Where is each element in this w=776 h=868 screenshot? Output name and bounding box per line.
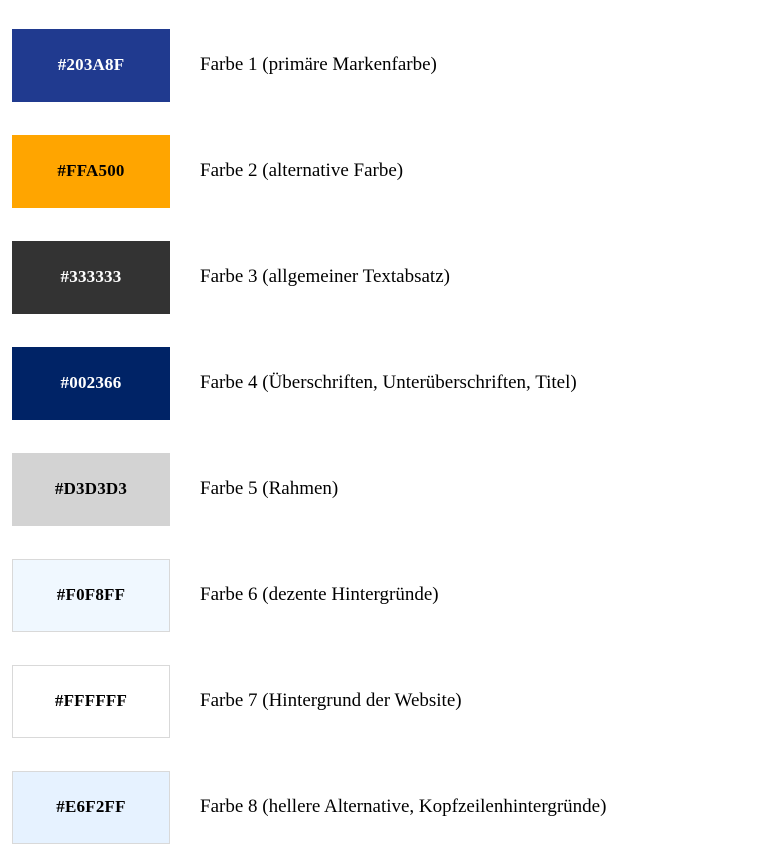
color-description: Farbe 4 (Überschriften, Unterüberschriften, Titel) <box>200 371 577 393</box>
color-row <box>0 224 776 330</box>
color-hex-code: #002366 <box>60 373 122 392</box>
color-swatch <box>12 135 170 208</box>
color-hex-code: #F0F8FF <box>56 585 126 604</box>
color-hex-code: #FFFFFF <box>54 691 128 710</box>
color-description: Farbe 8 (hellere Alternative, Kopfzeilenhintergründe) <box>200 795 607 817</box>
color-description: Farbe 7 (Hintergrund der Website) <box>200 689 462 711</box>
color-swatch <box>12 29 170 102</box>
color-row <box>0 118 776 224</box>
color-swatch <box>12 771 170 844</box>
color-row <box>0 648 776 754</box>
color-description: Farbe 5 (Rahmen) <box>200 477 339 499</box>
color-row <box>0 12 776 118</box>
color-hex-code: #203A8F <box>57 55 125 74</box>
color-row <box>0 436 776 542</box>
color-description: Farbe 6 (dezente Hintergründe) <box>200 583 439 605</box>
color-row <box>0 754 776 860</box>
color-row <box>0 542 776 648</box>
color-hex-code: #FFA500 <box>57 161 125 180</box>
color-row <box>0 330 776 436</box>
color-swatch <box>12 453 170 526</box>
color-hex-code: #E6F2FF <box>56 797 126 816</box>
color-hex-code: #333333 <box>60 267 122 286</box>
color-hex-code: #D3D3D3 <box>54 479 128 498</box>
color-swatch <box>12 665 170 738</box>
color-description: Farbe 1 (primäre Markenfarbe) <box>200 53 437 75</box>
color-swatch <box>12 559 170 632</box>
color-description: Farbe 2 (alternative Farbe) <box>200 159 404 181</box>
color-description: Farbe 3 (allgemeiner Textabsatz) <box>200 265 450 287</box>
color-swatch <box>12 241 170 314</box>
color-swatch <box>12 347 170 420</box>
